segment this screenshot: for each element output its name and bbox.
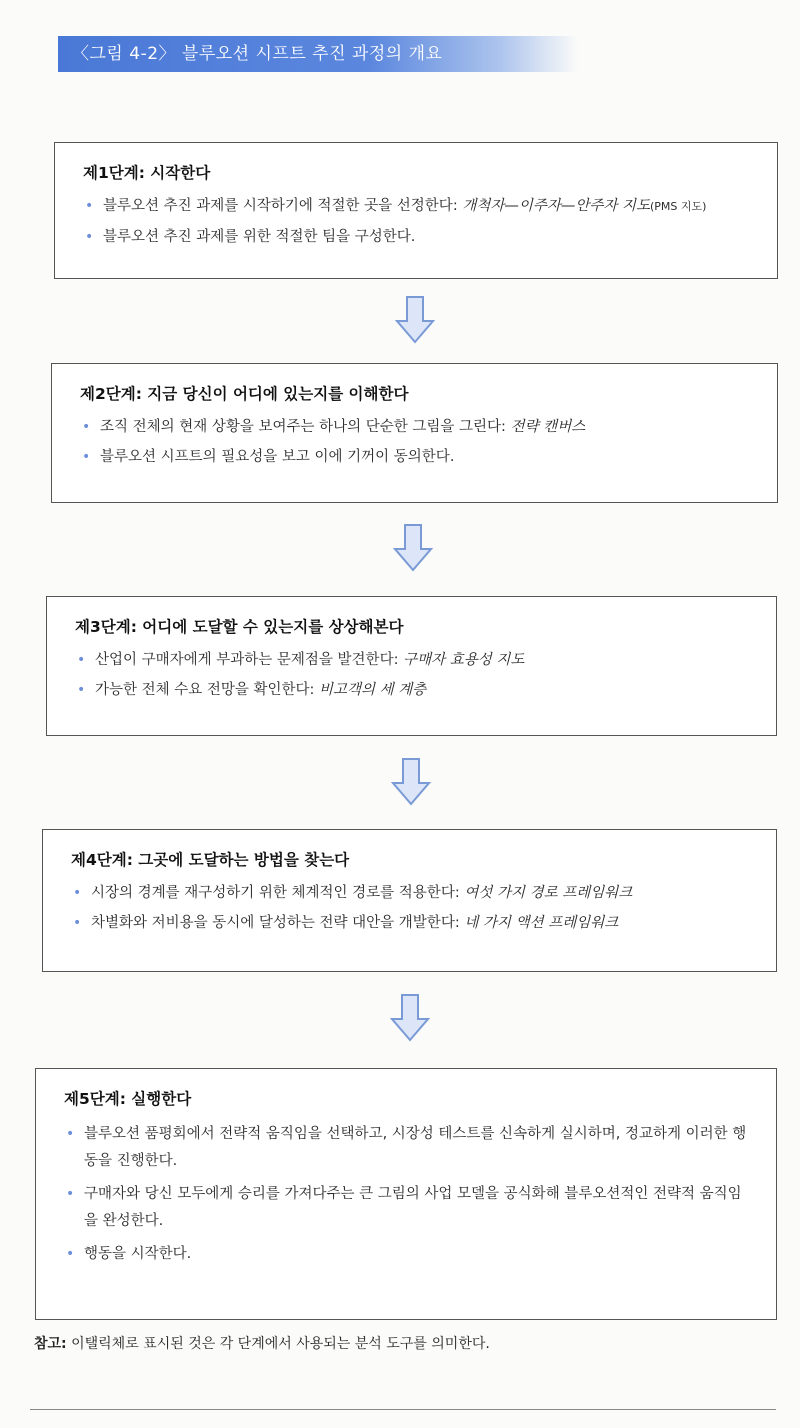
bullet-text: 블루오션 추진 과제를 시작하기에 적절한 곳을 선정한다: [103, 198, 463, 214]
step-4-box [42, 829, 777, 972]
step-5-box [35, 1068, 777, 1320]
footnote [34, 1333, 490, 1353]
step-4-bullet-2 [71, 912, 754, 934]
bullet-text: 블루오션 시프트의 필요성을 보고 이에 기꺼이 동의한다. [100, 449, 455, 465]
step-2-box [51, 363, 778, 503]
bullet-text: 시장의 경계를 재구성하기 위한 체계적인 경로를 적용한다: [91, 885, 465, 901]
analysis-tool: 여섯 가지 경로 프레임워크 [464, 885, 633, 901]
step-3-box [46, 596, 777, 736]
step-4-bullet-1 [71, 882, 754, 904]
bullet-text: 가능한 전체 수요 전망을 확인한다: [95, 682, 320, 698]
step-5-bullet-2 [64, 1181, 754, 1235]
footnote-label: 참고: [34, 1336, 67, 1352]
step-2-heading: 제2단계: 지금 당신이 어디에 있는지를 이해한다 [80, 385, 409, 403]
step-3-heading: 제3단계: 어디에 도달할 수 있는지를 상상해본다 [75, 618, 404, 636]
down-arrow-icon [390, 993, 430, 1043]
analysis-tool: 전략 캔버스 [510, 419, 586, 435]
step-1-bullet-2 [83, 226, 755, 248]
step-3-bullet-2 [75, 679, 754, 701]
step-1-box [54, 142, 778, 279]
bottom-divider [30, 1409, 776, 1410]
analysis-tool: 비고객의 세 계층 [319, 682, 427, 698]
step-5-bullet-1 [64, 1121, 754, 1175]
step-2-bullet-1 [80, 416, 755, 438]
down-arrow-icon [395, 295, 435, 345]
footnote-text: 이탤릭체로 표시된 것은 각 단계에서 사용되는 분석 도구를 의미한다. [66, 1336, 490, 1352]
bullet-text: 행동을 시작한다. [84, 1246, 192, 1262]
step-5-bullet-3 [64, 1241, 754, 1268]
bullet-text: 차별화와 저비용을 동시에 달성하는 전략 대안을 개발한다: [91, 915, 465, 931]
analysis-tool: 구매자 효용성 지도 [403, 652, 525, 668]
step-3-bullet-1 [75, 649, 754, 671]
analysis-tool: 개척자—이주자—안주자 지도 [462, 198, 650, 214]
tool-abbrev: (PMS 지도) [650, 200, 707, 213]
step-1-heading: 제1단계: 시작한다 [83, 164, 211, 182]
figure-title: 〈그림 4-2〉 블루오션 시프트 추진 과정의 개요 [58, 36, 578, 72]
bullet-text: 블루오션 품평회에서 전략적 움직임을 선택하고, 시장성 테스트를 신속하게 실시하며, 정교하게 이러한 행동을 진행한다. [84, 1126, 747, 1169]
step-4-heading: 제4단계: 그곳에 도달하는 방법을 찾는다 [71, 851, 350, 869]
analysis-tool: 네 가지 액션 프레임워크 [464, 915, 619, 931]
bullet-text: 블루오션 추진 과제를 위한 적절한 팀을 구성한다. [103, 229, 416, 245]
down-arrow-icon [391, 757, 431, 807]
step-5-heading: 제5단계: 실행한다 [64, 1090, 192, 1108]
step-1-bullet-1 [83, 195, 755, 218]
down-arrow-icon [393, 523, 433, 573]
bullet-text: 조직 전체의 현재 상황을 보여주는 하나의 단순한 그림을 그린다: [100, 419, 511, 435]
step-2-bullet-2 [80, 446, 755, 468]
bullet-text: 산업이 구매자에게 부과하는 문제점을 발견한다: [95, 652, 404, 668]
bullet-text: 구매자와 당신 모두에게 승리를 가져다주는 큰 그림의 사업 모델을 공식화해 블루오션적인 전략적 움직임을 완성한다. [84, 1186, 742, 1229]
